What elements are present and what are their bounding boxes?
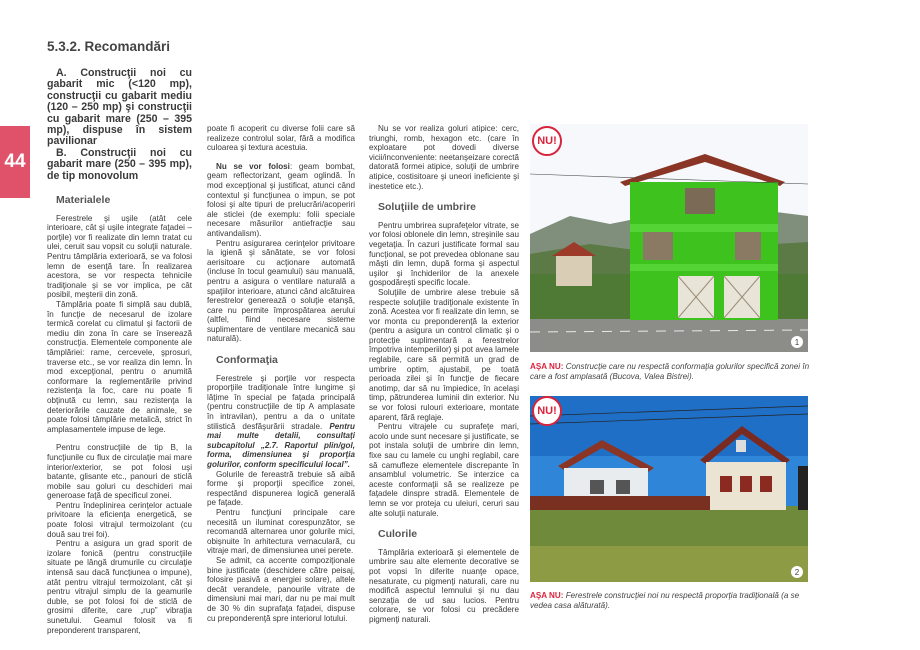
paragraph-text: Ferestrele şi porţile vor respecta proporţiile tradiţionale între lungime şi lăţime în special pe faţada principală (pentru construcţiile de tip A amplasate în intravilan), pentru a da o unitate stilistică desfăşurării stradale. — [207, 373, 355, 431]
paragraph: Golurile de fereastră trebuie să aibă forme şi proporţii specifice zonei, respectând dispunerea logică generală pe faţade. — [207, 469, 355, 508]
column-2 — [207, 124, 355, 623]
green-house-illustration — [530, 124, 808, 352]
page-number-tab — [0, 126, 30, 198]
caption-label: AŞA NU: — [530, 591, 564, 600]
warning-badge: NU! — [532, 126, 562, 156]
paragraph: Nu se vor realiza goluri atipice: cerc, triunghi, romb, hexagon etc. (care în exploatare pot dovedi diverse vicii/inconveniente: neetanşeizare corectă datorată formei atipice, soluţii de umbrire atipice, costisitoare şi uneori ineficiente şi inestetice etc.). — [369, 124, 519, 191]
figure-caption — [530, 591, 810, 610]
shading-heading: Soluţiile de umbrire — [378, 201, 477, 214]
materials-heading: Materialele — [56, 194, 111, 207]
lead-b: B. Construcţii noi cu gabarit mare (250 – 395 mp), de tip monovolum — [47, 146, 192, 182]
paragraph: Pentru funcţiuni principale care necesită un iluminat corespunzător, se recomandă alternarea unor golurile mici, obişnuite în arhitectura vernaculară, cu vitraje mari, de dimensiunea unei perete. — [207, 507, 355, 556]
figure-caption — [530, 362, 810, 381]
photo-green-house — [530, 124, 808, 352]
paragraph: Soluţiile de umbrire alese trebuie să respecte soluţiile tradiţionale existente în zonă. Acestea vor fi realizate din lemn, se vor monta cu preponderenţă la exterior (pentru a asigura un control climatic şi o protecţie suplimentară a ferestrelor împotriva intemperiilor) şi pot avea lamele reglabile, care să permită un grad de umbrire optim, ajustabil, pe toată perioada zilei şi în funcţie de fiecare anotimp, dar să nu împiedice, în acelaşi timp, pătrunderea luminii din exterior. Nu se vor folosi rulouri exterioare, montate aparent, fără reglaje. — [369, 287, 519, 422]
figure-number: 2 — [791, 566, 803, 578]
lead-a: A. Construcţii noi cu gabarit mic (<120 mp), construcţii cu gabarit mediu (120 – 250 mp) şi construcţii cu gabarit mare (250 – 395 mp), dispuse în sistem pavilionar — [47, 67, 192, 148]
figure-number: 1 — [791, 336, 803, 348]
caption-label: AŞA NU: — [530, 362, 564, 371]
caption-text: Construcţie care nu respectă conformaţia golurilor specifică zonei în care a fost amplasată (Bucova, Valea Bistrei). — [530, 362, 810, 381]
paragraph: Pentru umbrirea suprafeţelor vitrate, se vor folosi oblonele din lemn, streşinile sau vegetaţia. În cazuri justificate formal sau funcţional, se pot prevedea oblonane sau măşti din lemn, după forma şi aspectul uşilor şi închiderilor de la anexele gospodăreşti specific locale. — [369, 220, 519, 288]
paragraph: Ferestrele şi uşile (atât cele interioare, cât şi uşile integrate faţadei – porţile) vor fi realizate din lemn tratat cu ulei, ceruit sau vopsit cu soluţii naturale. Pentru tâmplăria exterioară, se va folosi lemn de esenţă tare. În realizarea acestora, se vor respecta tehnicile tradiţionale şi se vor implica, pe cât posibil, meşterii din zonă. — [47, 213, 192, 300]
two-houses-illustration — [530, 396, 808, 582]
bold-phrase: Nu se vor folosi — [216, 161, 290, 171]
paragraph: Pentru îndeplinirea cerinţelor actuale privitoare la eficienţa energetică, se poate folosi vitrajul termoizolant (cu două sau trei foi). — [47, 500, 192, 539]
column-1 — [47, 68, 192, 635]
paragraph — [207, 162, 355, 239]
photo-two-houses — [530, 396, 808, 582]
paragraph: Se admit, ca accente compoziţionale bine justificate (deschidere către peisaj, folosire pasivă a energiei solare), altele decât verandele, panourile vitrate de dimensiuni mai mari, dar nu pe mai mult de 30 % din suprafaţa faţadei, dispuse cu preponderenţă spre interiorul lotului. — [207, 555, 355, 623]
paragraph: Pentru a asigura un grad sporit de izolare fonică (pentru construcţiile situate pe lângă drumurile cu circulaţie intensă sau dacă funcţiunea o impune), atât pentru vitrajul termoizolant, cât şi pentru vitrajul simplu de la geamurile duble, se pot folosi foi de sticlă de grosimi diferite, care „rup” vibraţia sunetului. Geamul folosit va fi preponderent transparent, — [47, 539, 192, 635]
conformation-heading: Conformaţia — [216, 354, 278, 367]
paragraph: Pentru asigurarea cerinţelor privitoare la igienă şi sănătate, se vor folosi aerisitoare cu acţionare automată (incluse în tocul geamului) sau manuală, pentru a asigura o ventilare naturală a spaţiilor interioare, atunci când alcătuirea ferestrelor generează o soluţie etanşă, care nu permite împrospătarea aerului (altfel, fiind necesare sisteme suplimentare de ventilare mecanică sau naturală). — [207, 238, 355, 344]
warning-badge: NU! — [532, 396, 562, 426]
section-title: 5.3.2. Recomandări — [47, 39, 171, 54]
paragraph: Tâmplăria exterioară şi elementele de umbrire sau alte elemente decorative se pot vopsi în diferite nuanţe opace, nesaturate, cu pigmenţi naturali, care nu modifică aspectul lemnului şi nu dau senzaţia de ud sau lucios. Pentru colorare, se vor folosi cu precădere pigmenţi naturali. — [369, 547, 519, 624]
paragraph: poate fi acoperit cu diverse folii care să realizeze controlul solar, fără a modifica culoarea şi textura acestuia. — [207, 124, 355, 153]
paragraph: Pentru vitrajele cu suprafeţe mari, acolo unde sunt necesare şi justificate, se pot instala soluţii de umbrire din lemn, fixe sau cu lamele cu unghi reglabil, care să camufleze elementele discrepante în ansamblul volumetric. Se interzice ca aceste conformaţii să se realizeze pe faţadele dinspre stradă. Elementele de lemn se vor proteja cu uleiuri, ceruri sau alte soluţii naturale. — [369, 422, 519, 518]
paragraph: Tâmplăria poate fi simplă sau dublă, în funcţie de necesarul de izolare termică corelat cu climatul şi factorii de mediu din zona în care se înserează construcţia. Elementele componente ale tâmplăriei: rame, cercevele, şprosuri, traverse etc., se vor realiza din lemn. În mod excepţional, pentru o anumită conformare la reglementările privind rezistenţa la foc, care nu poate fi obţinută cu lemn, sau rezistenţa la deteriorările cauzate de animale, se poate folosi tâmplărie metalică, strict în amplasamentele impuse de lege. — [47, 300, 192, 434]
paragraph-text: : geam bombat, geam reflectorizant, geam oglindă. În mod excepţional şi justificat, atunci când contextul şi funcţiunea o impun, se pot folosi şi alte tipuri de prelucrări/acoperiri ale sticlei (de exemplu: folii speciale necesare măsurilor antiefracţie sau antivandalism). — [207, 161, 355, 238]
paragraph: Pentru construcţiile de tip B, la funcţiunile cu flux de circulaţie mai mare interior/exterior, se pot folosi uşi batante, glisante etc., panouri de sticlă mobile sau goluri cu deschideri mai generoase faţă de specificul zonei. — [47, 443, 192, 501]
page-number: 44 — [4, 151, 26, 172]
colors-heading: Culorile — [378, 528, 418, 541]
caption-text: Ferestrele construcţiei noi nu respectă proporţia tradiţională (a se vedea casa alăturată). — [530, 591, 800, 610]
paragraph — [207, 374, 355, 470]
column-3 — [369, 124, 519, 625]
reference-note: Pentru mai multe detalii, consultaţi subcapitolul „2.7. Raportul plin/gol, forma, dimensiunea şi proporţia golurilor, conform specificului local”. — [207, 421, 355, 469]
